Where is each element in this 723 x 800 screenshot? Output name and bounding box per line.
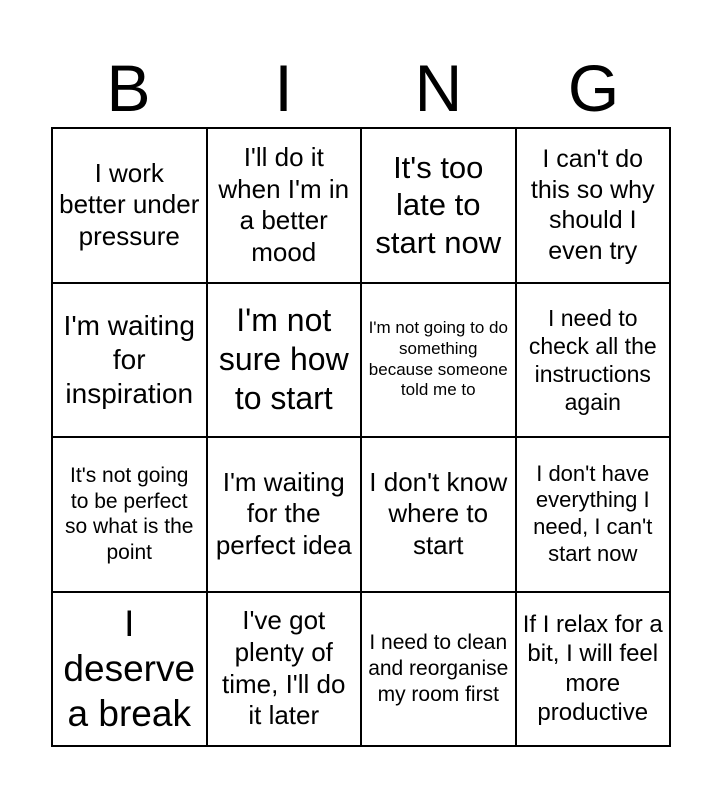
bingo-cell[interactable]: I work better under pressure (52, 128, 207, 283)
bingo-row (52, 283, 670, 438)
bingo-cell[interactable]: I deserve a break (52, 592, 207, 747)
bingo-cell[interactable]: I'm not sure how to start (207, 283, 362, 438)
bingo-cell[interactable]: It's too late to start now (361, 128, 516, 283)
bingo-row (52, 128, 670, 283)
bingo-card (51, 127, 671, 747)
bingo-cell[interactable]: I need to check all the instructions again (516, 283, 671, 438)
bingo-cell[interactable]: I don't know where to start (361, 437, 516, 592)
bingo-cell[interactable]: I can't do this so why should I even try (516, 128, 671, 283)
bingo-cell[interactable]: I'm not going to do something because someone told me to (361, 283, 516, 438)
bingo-row (52, 437, 670, 592)
bingo-cell[interactable]: I'm waiting for inspiration (52, 283, 207, 438)
header-letter-b: B (106, 51, 151, 125)
bingo-cell[interactable]: It's not going to be perfect so what is the point (52, 437, 207, 592)
bingo-cell[interactable]: I've got plenty of time, I'll do it later (207, 592, 362, 747)
bingo-cell[interactable]: If I relax for a bit, I will feel more productive (516, 592, 671, 747)
bingo-cell[interactable]: I'm waiting for the perfect idea (207, 437, 362, 592)
bingo-header (51, 50, 671, 126)
header-letter-i: I (274, 51, 293, 125)
bingo-cell[interactable]: I don't have everything I need, I can't start now (516, 437, 671, 592)
header-letter-n: N (414, 51, 463, 125)
bingo-row (52, 592, 670, 747)
header-letter-g: G (567, 51, 620, 125)
bingo-cell[interactable]: I need to clean and reorganise my room first (361, 592, 516, 747)
bingo-cell[interactable]: I'll do it when I'm in a better mood (207, 128, 362, 283)
